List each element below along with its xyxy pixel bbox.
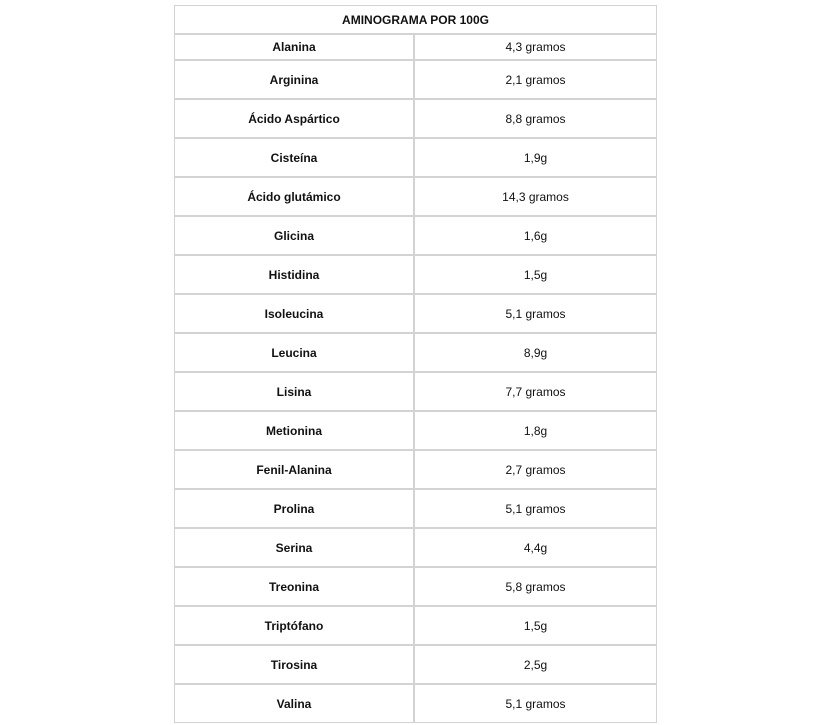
- amino-acid-value: 8,9g: [415, 334, 656, 373]
- amino-acid-value: 1,5g: [415, 607, 656, 646]
- amino-acid-value: 8,8 gramos: [415, 100, 656, 139]
- amino-acid-value: 1,6g: [415, 217, 656, 256]
- amino-acid-value: 2,1 gramos: [415, 61, 656, 100]
- amino-acid-name: Triptófano: [175, 607, 415, 646]
- amino-acid-name: Isoleucina: [175, 295, 415, 334]
- table-row: [175, 334, 656, 373]
- amino-acid-name: Fenil-Alanina: [175, 451, 415, 490]
- table-row: [175, 685, 656, 722]
- amino-acid-value: 2,7 gramos: [415, 451, 656, 490]
- amino-acid-value: 7,7 gramos: [415, 373, 656, 412]
- amino-acid-value: 1,9g: [415, 139, 656, 178]
- table-row: [175, 178, 656, 217]
- amino-acid-value: 5,1 gramos: [415, 295, 656, 334]
- table-row: [175, 490, 656, 529]
- amino-acid-name: Treonina: [175, 568, 415, 607]
- table-row: [175, 568, 656, 607]
- aminogram-table: [174, 5, 657, 723]
- table-row: [175, 139, 656, 178]
- amino-acid-name: Glicina: [175, 217, 415, 256]
- amino-acid-value: 14,3 gramos: [415, 178, 656, 217]
- amino-acid-name: Prolina: [175, 490, 415, 529]
- table-row: [175, 295, 656, 334]
- amino-acid-name: Alanina: [175, 35, 415, 61]
- amino-acid-value: 5,1 gramos: [415, 490, 656, 529]
- table-row: [175, 529, 656, 568]
- amino-acid-name: Valina: [175, 685, 415, 722]
- amino-acid-name: Ácido glutámico: [175, 178, 415, 217]
- amino-acid-value: 5,1 gramos: [505, 696, 566, 711]
- amino-acid-name: Leucina: [175, 334, 415, 373]
- table-body: [175, 35, 656, 722]
- table-row: [175, 217, 656, 256]
- table-header-row: [175, 6, 656, 35]
- table-row: [175, 451, 656, 490]
- amino-acid-name: Lisina: [175, 373, 415, 412]
- amino-acid-name: Tirosina: [175, 646, 415, 685]
- amino-acid-value: 1,8g: [415, 412, 656, 451]
- table-row: [175, 646, 656, 685]
- table-row: [175, 100, 656, 139]
- table-row: [175, 373, 656, 412]
- table-row: [175, 61, 656, 100]
- table-row: [175, 256, 656, 295]
- amino-acid-name: Arginina: [175, 61, 415, 100]
- amino-acid-name: Cisteína: [175, 139, 415, 178]
- amino-acid-name: Metionina: [175, 412, 415, 451]
- table-row: [175, 607, 656, 646]
- amino-acid-name: Histidina: [175, 256, 415, 295]
- table-row: [175, 35, 656, 61]
- table-row: [175, 412, 656, 451]
- amino-acid-name: Ácido Aspártico: [175, 100, 415, 139]
- amino-acid-value: 4,4g: [415, 529, 656, 568]
- amino-acid-value: 5,8 gramos: [415, 568, 656, 607]
- amino-acid-value: 4,3 gramos: [415, 35, 656, 61]
- amino-acid-name: Serina: [175, 529, 415, 568]
- amino-acid-value: 2,5g: [415, 646, 656, 685]
- amino-acid-value: 1,5g: [415, 256, 656, 295]
- table-title: AMINOGRAMA POR 100G: [175, 6, 656, 35]
